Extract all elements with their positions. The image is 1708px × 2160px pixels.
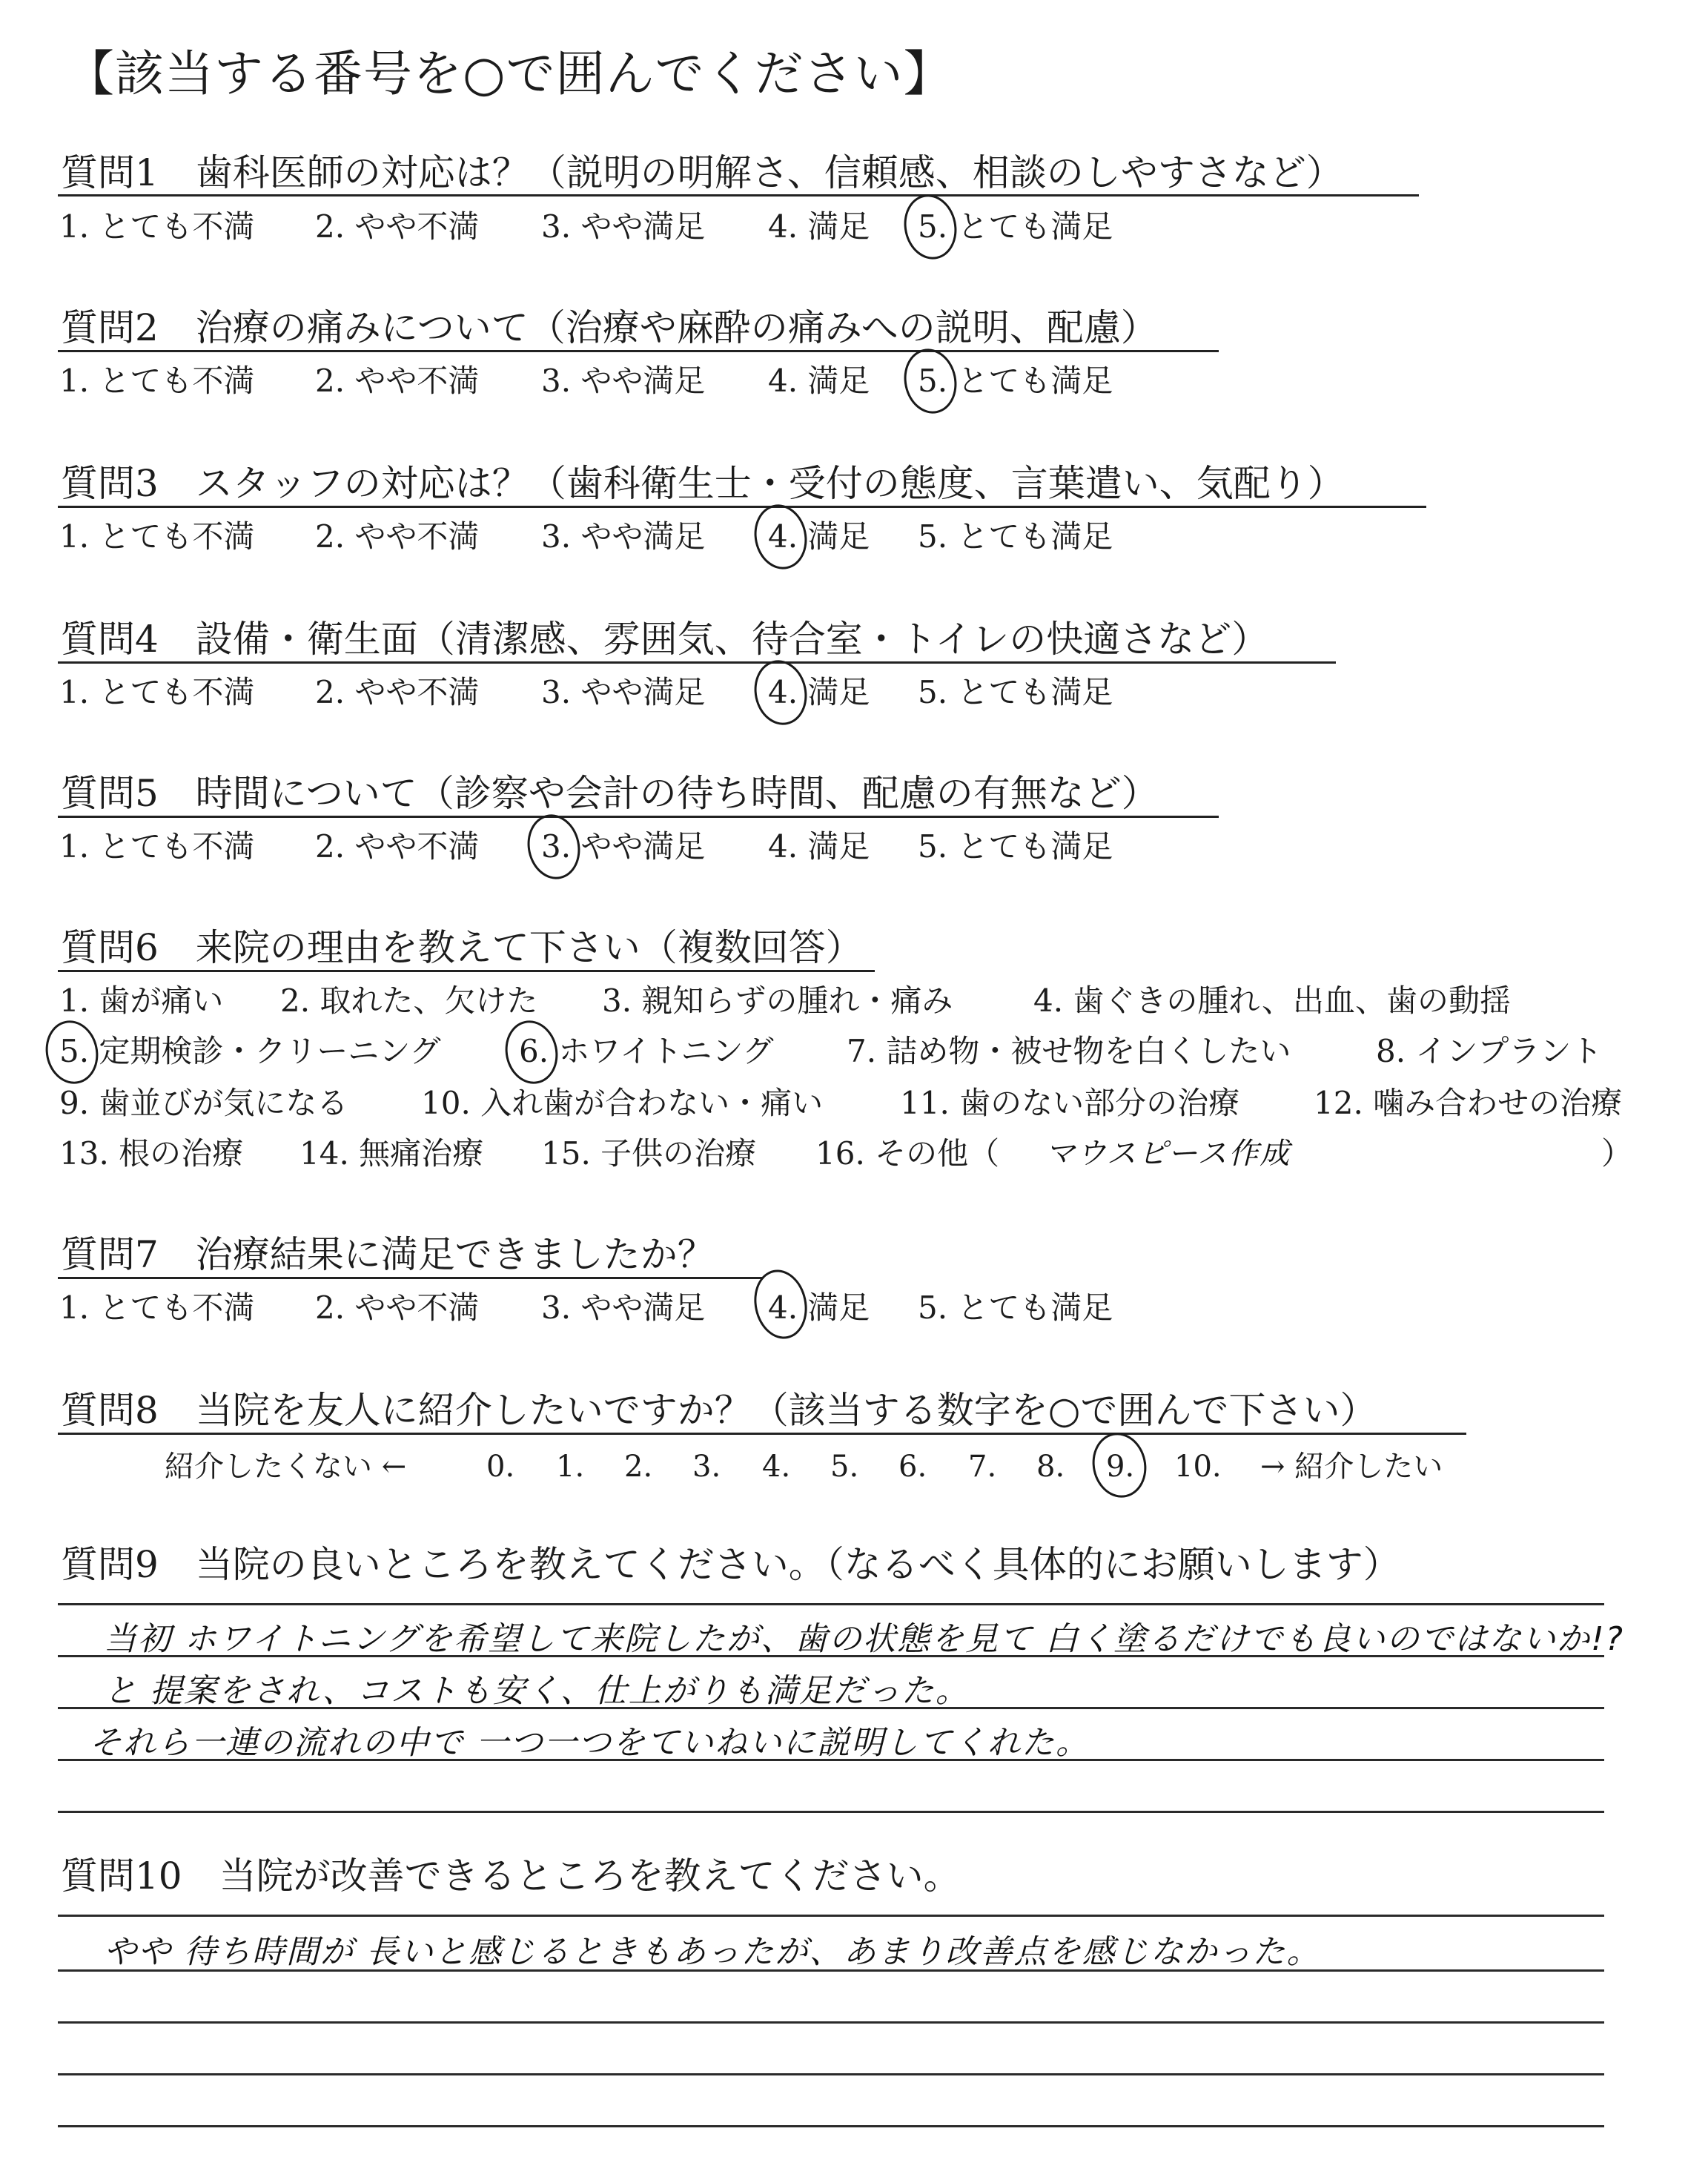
q8-option-9[interactable]: 9. <box>1106 1450 1135 1484</box>
q8-option-7[interactable]: 7. <box>968 1450 997 1484</box>
q6-option-10[interactable]: 10. 入れ歯が合わない・痛い <box>421 1085 824 1121</box>
q6-option-13[interactable]: 13. 根の治療 <box>59 1135 244 1172</box>
q8-option-4[interactable]: 4. <box>762 1450 791 1484</box>
question-3-underline <box>58 506 1426 508</box>
q5-selection-circle <box>522 810 586 885</box>
question-4-heading: 質問4 設備・衛生面（清潔感、雰囲気、待合室・トイレの快適さなど） <box>61 618 1269 661</box>
q7-option-4[interactable]: 4. 満足 <box>768 1289 870 1326</box>
q4-option-3[interactable]: 3. やや満足 <box>541 674 706 710</box>
question-7-underline <box>58 1277 764 1279</box>
question-2-underline <box>58 350 1219 352</box>
q2-option-3[interactable]: 3. やや満足 <box>541 363 706 399</box>
question-7-heading: 質問7 治療結果に満足できましたか？ <box>61 1233 715 1276</box>
q5-option-3[interactable]: 3. やや満足 <box>541 828 706 865</box>
q6-option-12[interactable]: 12. 噛み合わせの治療 <box>1314 1085 1623 1121</box>
q6-option-8[interactable]: 8. インプラント <box>1376 1033 1603 1069</box>
q5-option-2[interactable]: 2. やや不満 <box>315 828 480 865</box>
q2-option-4[interactable]: 4. 満足 <box>768 363 870 399</box>
question-6-heading: 質問6 来院の理由を教えて下さい（複数回答） <box>61 926 863 969</box>
q10-rule-0 <box>58 1915 1604 1917</box>
q3-option-3[interactable]: 3. やや満足 <box>541 518 706 555</box>
q6-option-14[interactable]: 14. 無痛治療 <box>299 1135 484 1172</box>
q9-answer-line-2[interactable]: と 提案をされ、コストも安く、仕上がりも満足だった。 <box>104 1672 970 1710</box>
question-4-underline <box>58 661 1336 664</box>
question-8-underline <box>58 1433 1466 1435</box>
q1-option-3[interactable]: 3. やや満足 <box>541 208 706 245</box>
question-3-heading: 質問3 スタッフの対応は？（歯科衛生士・受付の態度、言葉遣い、気配り） <box>61 462 1345 505</box>
q4-selection-circle <box>749 655 813 730</box>
q7-option-2[interactable]: 2. やや不満 <box>315 1289 480 1326</box>
q9-answer-line-3[interactable]: それら一連の流れの中で 一つ一つをていねいに説明してくれた。 <box>89 1724 1090 1762</box>
q3-selection-circle <box>749 500 813 575</box>
page-title: 【該当する番号を○で囲んでください】 <box>65 45 953 102</box>
q4-option-1[interactable]: 1. とても不満 <box>59 674 255 710</box>
q2-option-5[interactable]: 5. とても満足 <box>918 363 1113 399</box>
q7-option-1[interactable]: 1. とても不満 <box>59 1289 255 1326</box>
q4-option-4[interactable]: 4. 満足 <box>768 674 870 710</box>
q10-answer-line-1[interactable]: やや 待ち時間が 長いと感じるときもあったが、あまり改善点を感じなかった。 <box>104 1933 1321 1971</box>
q9-answer-line-1[interactable]: 当初 ホワイトニングを希望して来院したが、歯の状態を見て 白く塗るだけでも良いのではないか!? <box>104 1620 1625 1658</box>
q6-option-16[interactable]: 16. その他（ <box>815 1135 1000 1172</box>
question-9-heading: 質問9 当院の良いところを教えてください。（なるべく具体的にお願いします） <box>61 1543 1400 1586</box>
q8-right-label: → 紹介したい <box>1260 1450 1443 1484</box>
q8-option-10[interactable]: 10. <box>1174 1450 1222 1484</box>
q6-option-6[interactable]: 6. ホワイトニング <box>519 1033 774 1069</box>
q1-option-2[interactable]: 2. やや不満 <box>315 208 480 245</box>
q6-option-5[interactable]: 5. 定期検診・クリーニング <box>59 1033 441 1069</box>
q3-option-2[interactable]: 2. やや不満 <box>315 518 480 555</box>
q8-option-1[interactable]: 1. <box>556 1450 585 1484</box>
question-1-heading: 質問1 歯科医師の対応は？（説明の明解さ、信頼感、相談のしやすさなど） <box>61 151 1343 194</box>
question-8-heading: 質問8 当院を友人に紹介したいですか？（該当する数字を○で囲んで下さい） <box>61 1389 1377 1432</box>
q6-option-2[interactable]: 2. 取れた、欠けた <box>280 982 538 1019</box>
q5-option-1[interactable]: 1. とても不満 <box>59 828 255 865</box>
question-5-underline <box>58 816 1219 818</box>
q1-option-1[interactable]: 1. とても不満 <box>59 208 255 245</box>
q2-option-2[interactable]: 2. やや不満 <box>315 363 480 399</box>
q2-selection-circle <box>898 344 963 419</box>
q7-option-5[interactable]: 5. とても満足 <box>918 1289 1113 1326</box>
q8-option-6[interactable]: 6. <box>898 1450 927 1484</box>
q4-option-2[interactable]: 2. やや不満 <box>315 674 480 710</box>
q6-option-4[interactable]: 4. 歯ぐきの腫れ、出血、歯の動揺 <box>1033 982 1511 1019</box>
question-2-heading: 質問2 治療の痛みについて（治療や麻酔の痛みへの説明、配慮） <box>61 306 1158 349</box>
question-6-underline <box>58 970 875 972</box>
question-5-heading: 質問5 時間について（診察や会計の待ち時間、配慮の有無など） <box>61 772 1159 815</box>
q6-selection-circle-5 <box>40 1016 104 1089</box>
q6-option-15[interactable]: 15. 子供の治療 <box>541 1135 757 1172</box>
q6-other-close-paren: ） <box>1601 1135 1633 1172</box>
q6-option-3[interactable]: 3. 親知らずの腫れ・痛み <box>602 982 953 1019</box>
q6-selection-circle-6 <box>500 1016 563 1089</box>
q8-option-5[interactable]: 5. <box>830 1450 859 1484</box>
q4-option-5[interactable]: 5. とても満足 <box>918 674 1113 710</box>
q9-rule-4 <box>58 1811 1604 1813</box>
q8-selection-circle <box>1087 1427 1153 1502</box>
q1-option-5[interactable]: 5. とても満足 <box>918 208 1113 245</box>
q5-option-4[interactable]: 4. 満足 <box>768 828 870 865</box>
q6-option-1[interactable]: 1. 歯が痛い <box>59 982 224 1019</box>
q3-option-1[interactable]: 1. とても不満 <box>59 518 255 555</box>
q1-selection-circle <box>898 190 963 265</box>
q8-option-0[interactable]: 0. <box>486 1450 515 1484</box>
q6-other-handwriting[interactable]: マウスピース作成 <box>1045 1137 1291 1171</box>
q10-rule-3 <box>58 2073 1604 2075</box>
q10-rule-2 <box>58 2021 1604 2024</box>
q3-option-4[interactable]: 4. 満足 <box>768 518 870 555</box>
q9-rule-0 <box>58 1603 1604 1605</box>
q5-option-5[interactable]: 5. とても満足 <box>918 828 1113 865</box>
q8-option-3[interactable]: 3. <box>692 1450 721 1484</box>
q10-rule-4 <box>58 2125 1604 2127</box>
q8-left-label: 紹介したくない ← <box>165 1450 407 1484</box>
q6-option-11[interactable]: 11. 歯のない部分の治療 <box>900 1085 1240 1121</box>
q6-option-7[interactable]: 7. 詰め物・被せ物を白くしたい <box>847 1033 1291 1069</box>
q8-option-8[interactable]: 8. <box>1036 1450 1065 1484</box>
q8-option-2[interactable]: 2. <box>624 1450 653 1484</box>
question-10-heading: 質問10 当院が改善できるところを教えてください。 <box>61 1855 961 1898</box>
question-1-underline <box>58 194 1419 196</box>
q6-option-9[interactable]: 9. 歯並びが気になる <box>59 1085 348 1121</box>
q7-option-3[interactable]: 3. やや満足 <box>541 1289 706 1326</box>
q2-option-1[interactable]: 1. とても不満 <box>59 363 255 399</box>
q1-option-4[interactable]: 4. 満足 <box>768 208 870 245</box>
q3-option-5[interactable]: 5. とても満足 <box>918 518 1113 555</box>
